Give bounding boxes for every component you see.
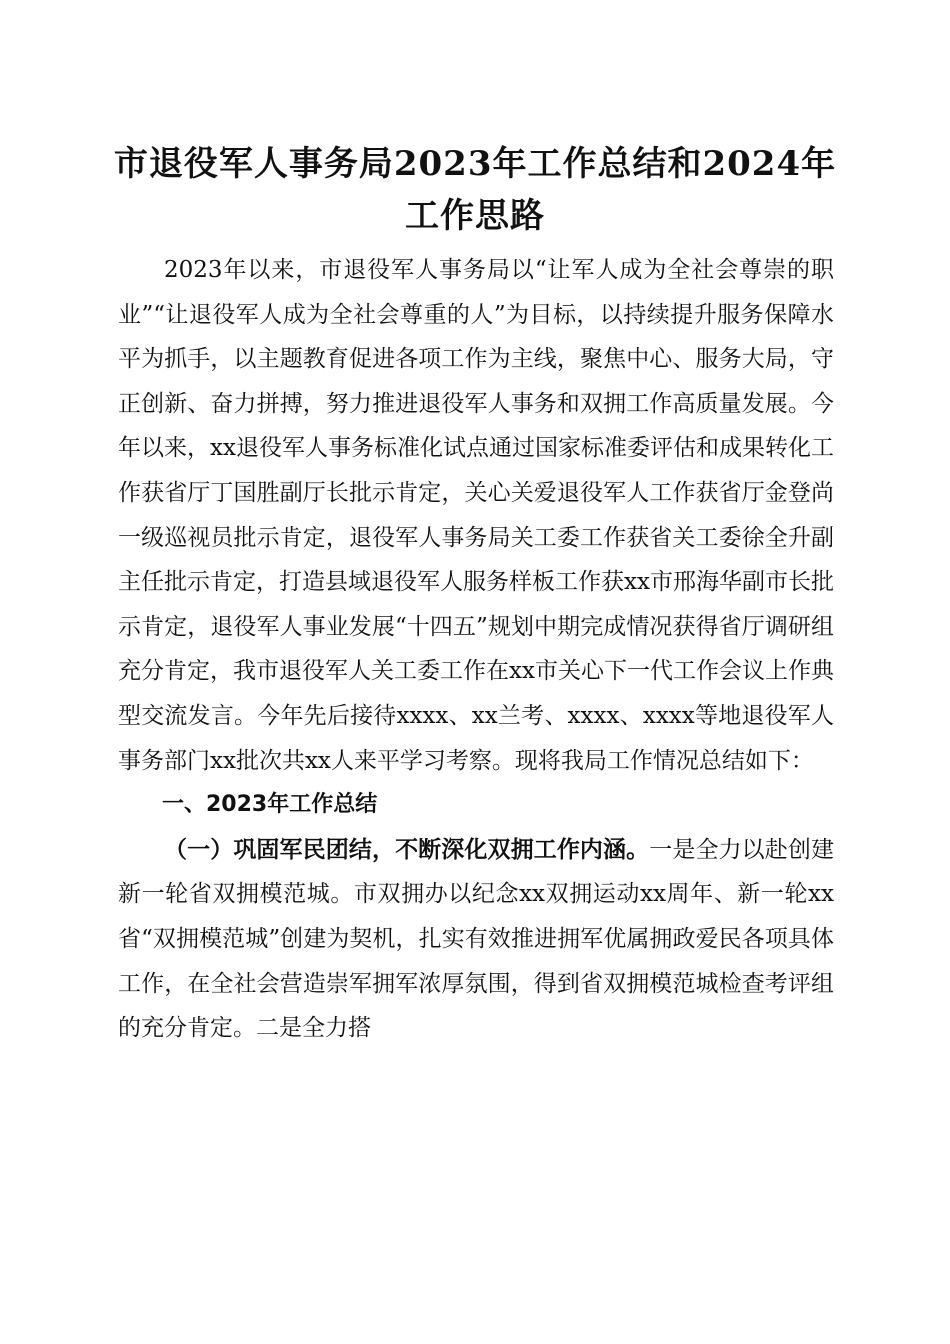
section-heading: 一、2023年工作总结 xyxy=(162,792,378,818)
title-line-1: 市退役军人事务局2023年工作总结和2024年 xyxy=(113,144,837,184)
subsection-heading: （一）巩固军民团结，不断深化双拥工作内涵。 xyxy=(164,835,650,863)
subsection-paragraph xyxy=(118,828,834,1051)
subsection-body: 一是全力以赴创建新一轮省双拥模范城。市双拥办以纪念xx双拥运动xx周年、新一轮xx省“双拥模范城”创建为契机，扎实有效推进拥军优属拥政爱民各项具体工作，在全社会营造崇军拥军浓厚氛围，得到省双拥模范城检查考评组的充分肯定。二是全力搭 xyxy=(118,836,835,1042)
document-body xyxy=(118,248,834,1051)
title-line-2: 工作思路 xyxy=(405,196,545,236)
intro-paragraph: 2023年以来，市退役军人事务局以“让军人成为全社会尊崇的职业”“让退役军人成为全社会尊重的人”为目标，以持续提升服务保障水平为抓手，以主题教育促进各项工作为主线，聚焦中心、服务大局，守正创新、奋力拼搏，努力推进退役军人事务和双拥工作高质量发展。今年以来，xx退役军人事务标准化试点通过国家标准委评估和成果转化工作获省厅丁国胜副厅长批示肯定，关心关爱退役军人工作获省厅金登尚一级巡视员批示肯定，退役军人事务局关工委工作获省关工委徐全升副主任批示肯定，打造县域退役军人服务样板工作获xx市邢海华副市长批示肯定，退役军人事业发展“十四五”规划中期完成情况获得省厅调研组充分肯定，我市退役军人关工委工作在xx市关心下一代工作会议上作典型交流发言。今年先后接待xxxx、xx兰考、xxxx、xxxx等地退役军人事务部门xx批次共xx人来平学习考察。现将我局工作情况总结如下： xyxy=(118,257,834,774)
document-title xyxy=(110,138,840,242)
